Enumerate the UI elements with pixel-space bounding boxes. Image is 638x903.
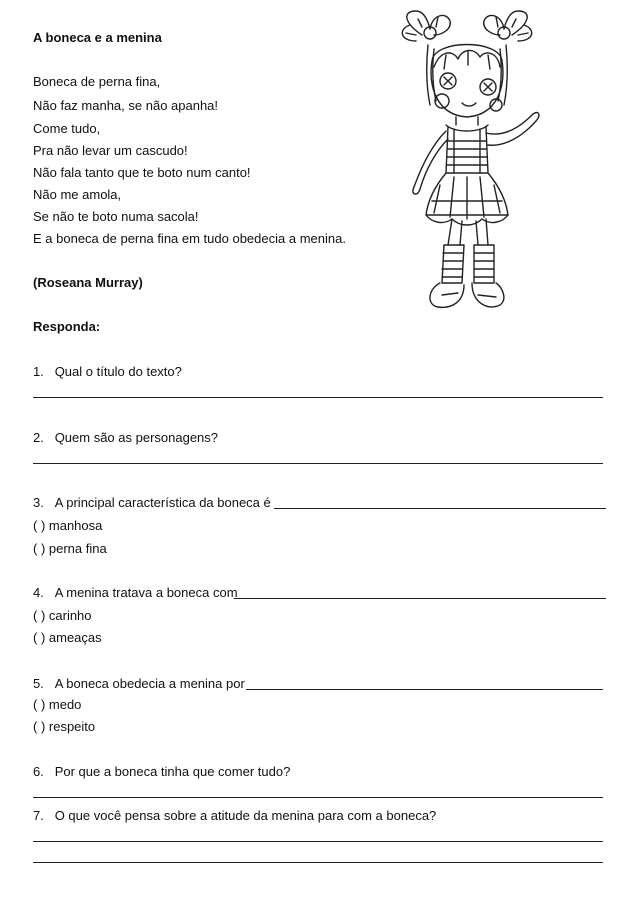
answer-line[interactable] [274, 508, 606, 509]
poem-line: E a boneca de perna fina em tudo obedecia a menina. [33, 231, 346, 246]
option-respeito[interactable]: ( ) respeito [33, 719, 96, 734]
instruction-heading: Responda: [33, 319, 101, 334]
question-number: 6. [33, 764, 44, 779]
answer-line[interactable] [246, 689, 603, 690]
answer-line[interactable] [234, 598, 606, 599]
question-text: A principal característica da boneca é [54, 495, 271, 510]
answer-line[interactable] [33, 463, 603, 464]
option-ameacas[interactable]: ( ) ameaças [33, 630, 102, 645]
option-manhosa[interactable]: ( ) manhosa [33, 518, 103, 533]
question-5 [33, 676, 245, 692]
question-text: A boneca obedecia a menina por [54, 676, 245, 691]
answer-line[interactable] [33, 397, 603, 398]
button-eye-icon [440, 73, 496, 95]
question-text: O que você pensa sobre a atitude da menina para com a boneca? [54, 808, 437, 823]
question-6 [33, 764, 290, 780]
question-text: A menina tratava a boneca com [54, 585, 238, 600]
option-perna-fina[interactable]: ( ) perna fina [33, 541, 107, 556]
left-hair-bow-icon [402, 11, 450, 41]
poem-line: Se não te boto numa sacola! [33, 209, 199, 224]
poem-line: Não fala tanto que te boto num canto! [33, 165, 251, 180]
question-number: 4. [33, 585, 44, 600]
question-7 [33, 808, 436, 824]
question-3 [33, 495, 271, 511]
right-hair-bow-icon [484, 11, 532, 41]
question-1 [33, 364, 182, 380]
question-text: Qual o título do texto? [54, 364, 182, 379]
question-text: Quem são as personagens? [54, 430, 219, 445]
question-number: 7. [33, 808, 44, 823]
poem-line: Não faz manha, se não apanha! [33, 98, 219, 113]
answer-line[interactable] [33, 862, 603, 863]
question-number: 5. [33, 676, 44, 691]
poem-author: (Roseana Murray) [33, 275, 143, 290]
poem-line: Pra não levar um cascudo! [33, 143, 188, 158]
poem-line: Não me amola, [33, 187, 122, 202]
question-number: 2. [33, 430, 44, 445]
option-medo[interactable]: ( ) medo [33, 697, 82, 712]
question-2 [33, 430, 218, 446]
option-carinho[interactable]: ( ) carinho [33, 608, 92, 623]
poem-line: Boneca de perna fina, [33, 74, 161, 89]
page-title: A boneca e a menina [33, 30, 162, 45]
question-text: Por que a boneca tinha que comer tudo? [54, 764, 291, 779]
question-4 [33, 585, 238, 601]
poem-line: Come tudo, [33, 121, 101, 136]
answer-line[interactable] [33, 841, 603, 842]
question-number: 1. [33, 364, 44, 379]
question-number: 3. [33, 495, 44, 510]
doll-illustration-icon [392, 5, 542, 317]
answer-line[interactable] [33, 797, 603, 798]
